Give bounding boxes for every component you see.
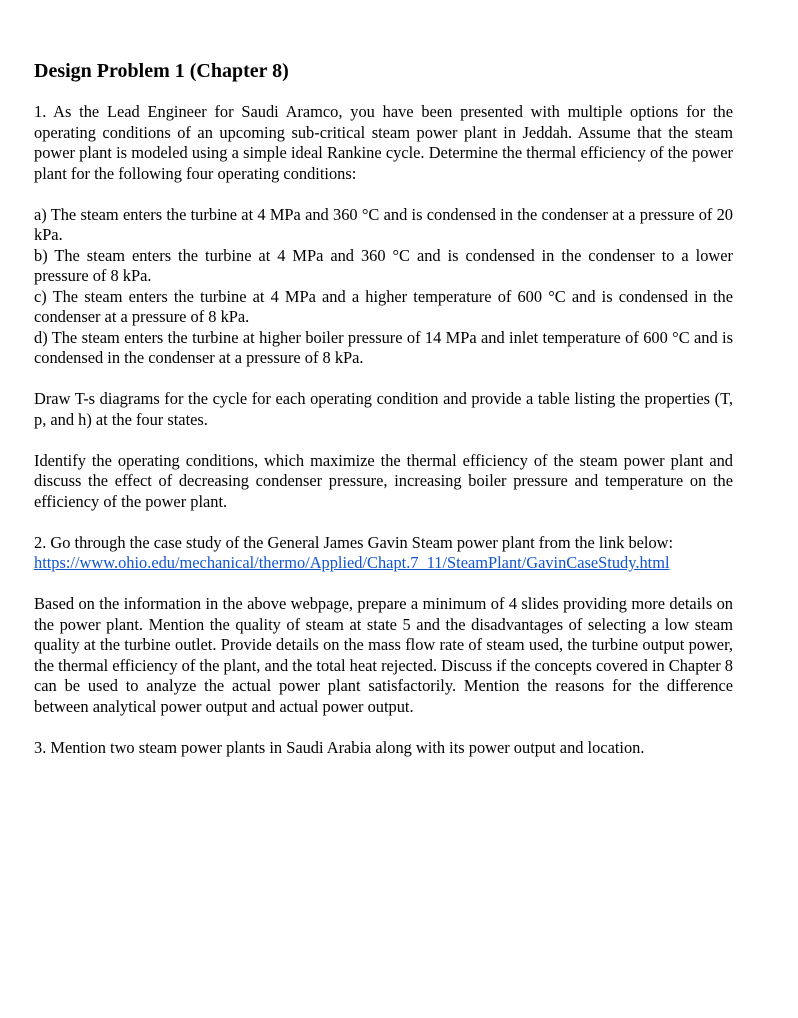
question-2-details: Based on the information in the above webpage, prepare a minimum of 4 slides providing more details on the power plant. Mention the quality of steam at state 5 and the disadvantages of selecting a low steam quality at the turbine outlet. Provide details on the mass flow rate of steam used, the turbine output power, the thermal efficiency of the plant, and the total heat rejected. Discuss if the concepts covered in Chapter 8 can be used to analyze the actual power plant satisfactorily. Mention the reasons for the difference between analytical power output and actual power output. bbox=[34, 594, 733, 716]
ts-diagram-instruction: Draw T-s diagrams for the cycle for each operating condition and provide a table listing the properties (T, p, and h) at the four states. bbox=[34, 389, 733, 429]
question-2-intro: 2. Go through the case study of the General James Gavin Steam power plant from the link below: bbox=[34, 532, 674, 552]
document-page bbox=[34, 58, 733, 758]
case-study-link[interactable]: https://www.ohio.edu/mechanical/thermo/Applied/Chapt.7_11/SteamPlant/GavinCaseStudy.html bbox=[34, 553, 670, 572]
spacer bbox=[34, 369, 733, 390]
efficiency-instruction: Identify the operating conditions, which maximize the thermal efficiency of the steam power plant and discuss the effect of decreasing condenser pressure, increasing boiler pressure and temperature on the efficiency of the power plant. bbox=[34, 450, 733, 511]
spacer bbox=[34, 430, 733, 451]
condition-c: c) The steam enters the turbine at 4 MPa and a higher temperature of 600 °C and is condensed in the condenser at a pressure of 8 kPa. bbox=[34, 286, 733, 326]
condition-d: d) The steam enters the turbine at higher boiler pressure of 14 MPa and inlet temperature of 600 °C and is condensed in the condenser at a pressure of 8 kPa. bbox=[34, 327, 733, 367]
condition-b: b) The steam enters the turbine at 4 MPa and 360 °C and is condensed in the condenser to a lower pressure of 8 kPa. bbox=[34, 245, 733, 285]
spacer bbox=[34, 717, 733, 738]
spacer bbox=[34, 512, 733, 533]
spacer bbox=[34, 574, 733, 595]
spacer bbox=[34, 184, 733, 205]
condition-a: a) The steam enters the turbine at 4 MPa and 360 °C and is condensed in the condenser at a pressure of 20 kPa. bbox=[34, 204, 733, 244]
question-3: 3. Mention two steam power plants in Saudi Arabia along with its power output and location. bbox=[34, 737, 645, 757]
question-1-intro: 1. As the Lead Engineer for Saudi Aramco, you have been presented with multiple options for the operating conditions of an upcoming sub-critical steam power plant in Jeddah. Assume that the steam power plant is modeled using a simple ideal Rankine cycle. Determine the thermal efficiency of the power plant for the following four operating conditions: bbox=[34, 102, 733, 183]
page-title: Design Problem 1 (Chapter 8) bbox=[34, 60, 289, 82]
